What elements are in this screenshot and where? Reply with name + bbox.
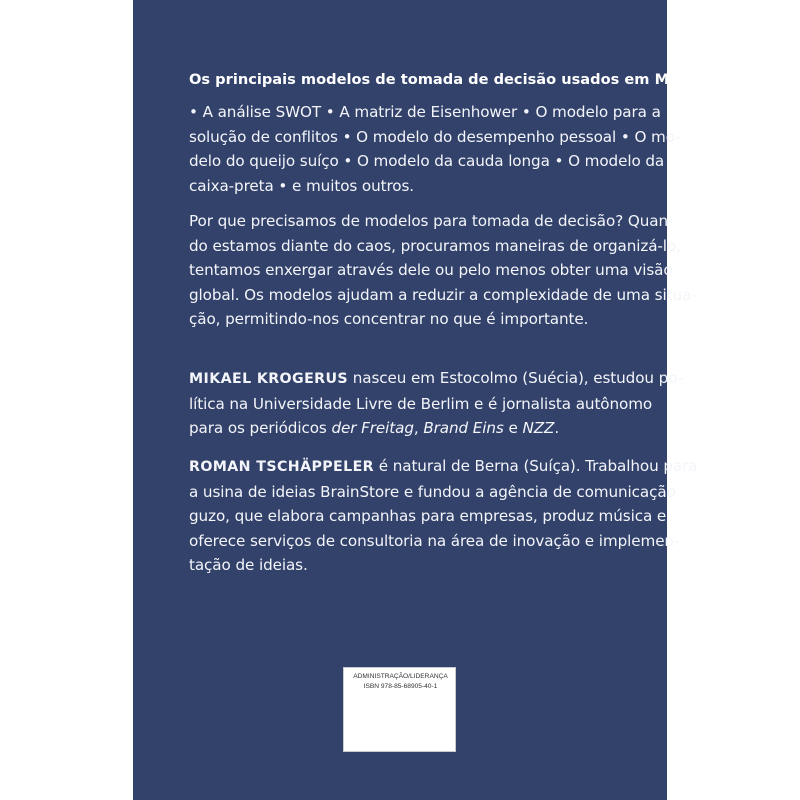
- models-list-line: solução de conflitos • O modelo do desempenho pessoal • O mo-: [189, 127, 681, 146]
- models-list-paragraph: [189, 100, 681, 198]
- author-name: MIKAEL KROGERUS: [189, 371, 349, 387]
- models-list-line: • A análise SWOT • A matriz de Eisenhower • O modelo para a: [189, 103, 661, 121]
- author-bio-krogerus: [189, 366, 684, 441]
- intro-paragraph: [189, 209, 697, 332]
- author-bio-line: oferece serviços de consultoria na área de inovação e implemen-: [189, 531, 680, 550]
- publication-name: NZZ: [522, 419, 555, 437]
- category-label: ADMINISTRAÇÃO/LIDERANÇA: [353, 673, 448, 680]
- author-bio-line: a usina de ideias BrainStore e fundou a agência de comunicação: [189, 482, 676, 501]
- separator: e: [503, 419, 523, 437]
- author-bio-line: [189, 454, 698, 480]
- separator: ,: [413, 419, 424, 437]
- author-bio-text: é natural de Berna (Suíça). Trabalhou para: [374, 457, 698, 475]
- barcode-box: [343, 667, 456, 752]
- publication-name: der Freitag: [331, 419, 414, 437]
- publication-name: Brand Eins: [423, 419, 504, 437]
- separator: .: [554, 419, 560, 437]
- intro-line: tentamos enxergar através dele ou pelo menos obter uma visão: [189, 261, 673, 279]
- author-bio-line: [189, 416, 621, 441]
- back-cover: [133, 0, 701, 800]
- author-bio-line: lítica na Universidade Livre de Berlim e é jornalista autônomo: [189, 394, 653, 413]
- author-bio-tschappeler: [189, 454, 698, 578]
- intro-line: Por que precisamos de modelos para tomada de decisão? Quan-: [189, 212, 674, 230]
- author-bio-text: para os periódicos: [189, 419, 332, 437]
- author-bio-line: guzo, que elabora campanhas para empresas, produz música e: [189, 507, 667, 525]
- models-list-line: caixa-preta • e muitos outros.: [189, 176, 415, 195]
- author-bio-text: nasceu em Estocolmo (Suécia), estudou po-: [348, 369, 684, 387]
- intro-line: do estamos diante do caos, procuramos maneiras de organizá-lo,: [189, 236, 681, 255]
- models-list-line: delo do queijo suíço • O modelo da cauda longa • O modelo da: [189, 152, 665, 170]
- author-name: ROMAN TSCHÄPPELER: [189, 459, 375, 475]
- intro-line: ção, permitindo-nos concentrar no que é importante.: [189, 310, 589, 328]
- author-bio-line: tação de ideias.: [189, 556, 308, 574]
- author-bio-line: [189, 366, 684, 392]
- cover-heading: Os principais modelos de tomada de decisão usados em MBAs: [189, 71, 701, 88]
- isbn-label: ISBN 978-85-68905-40-1: [363, 683, 438, 690]
- intro-line: global. Os modelos ajudam a reduzir a complexidade de uma situa-: [189, 285, 697, 304]
